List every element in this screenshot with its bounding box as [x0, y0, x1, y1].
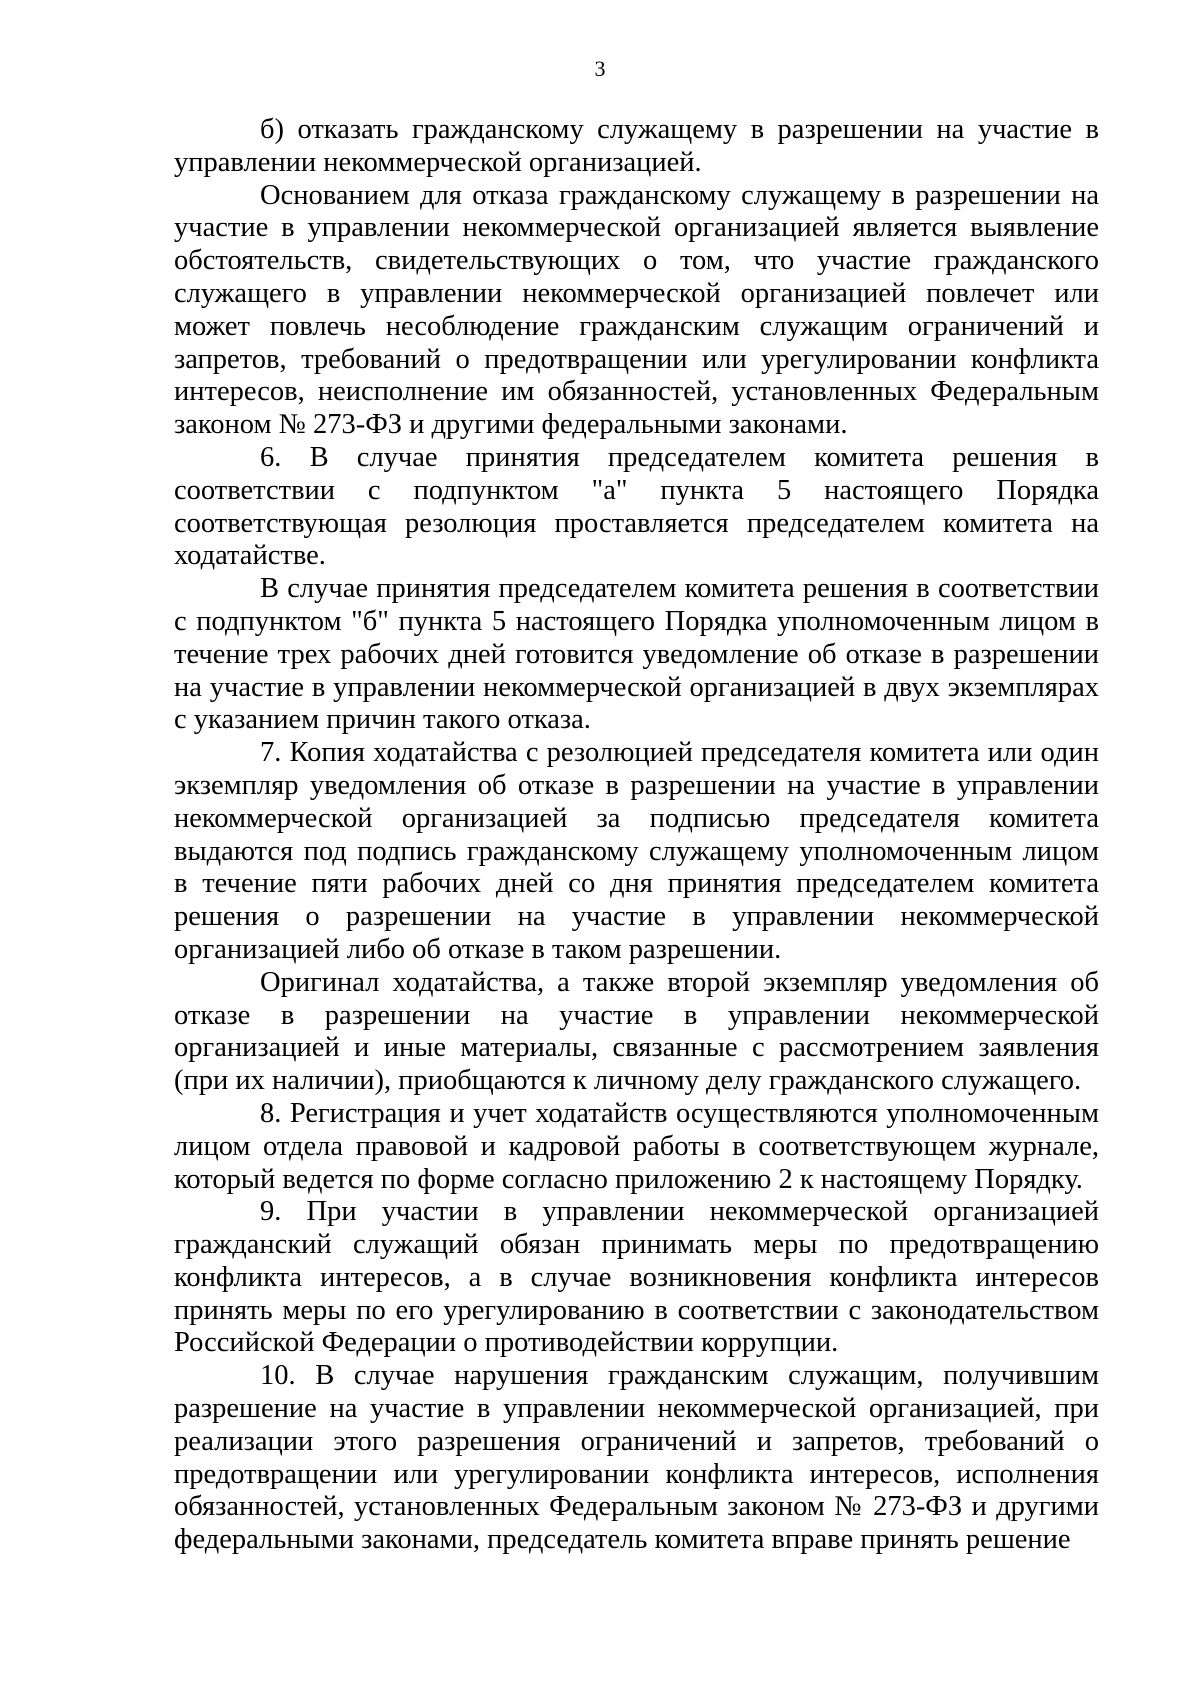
paragraph-5b: б) отказать гражданскому служащему в разрешении на участие в управлении некоммерческой организацией.: [174, 114, 1099, 178]
paragraph-7: 7. Копия ходатайства с резолюцией председателя комитета или один экземпляр уведомления об отказе в разрешении на участие в управлении некоммерческой организацией за подписью председателя комитета выдаются под подпись гражданскому служащему уполномоченным лицом в течение пяти рабочих дней со дня принятия председателем комитета решения о разрешении на участие в управлении некоммерческой организацией либо об отказе в таком разрешении.: [174, 737, 1099, 965]
paragraph-8: 8. Регистрация и учет ходатайств осуществляются уполномоченным лицом отдела правовой и кадровой работы в соответствующем журнале, который ведется по форме согласно приложению 2 к настоящему Порядку.: [174, 1097, 1099, 1195]
paragraph-6: 6. В случае принятия председателем комитета решения в соответствии с подпунктом "а" пункта 5 настоящего Порядка соответствующая резолюция проставляется председателем комитета на ходатайстве.: [174, 441, 1099, 572]
paragraph-10: 10. В случае нарушения гражданским служащим, получившим разрешение на участие в управлении некоммерческой организацией, при реализации этого разрешения ограничений и запретов, требований о предотвращении или урегулировании конфликта интересов, исполнения обязанностей, установленных Федеральным законом № 273-ФЗ и другими федеральными законами, председатель комитета вправе принять решение: [174, 1360, 1099, 1556]
paragraph-6-refusal-notice: В случае принятия председателем комитета решения в соответствии с подпунктом "б" пункта 5 настоящего Порядка уполномоченным лицом в течение трех рабочих дней готовится уведомление об отказе в разрешении на участие в управлении некоммерческой организацией в двух экземплярах с указанием причин такого отказа.: [174, 573, 1099, 736]
paragraph-refusal-grounds: Основанием для отказа гражданскому служащему в разрешении на участие в управлении некоммерческой организацией является выявление обстоятельств, свидетельствующих о том, что участие гражданского служащего в управлении некоммерческой организацией повлечет или может повлечь несоблюдение гражданским служащим ограничений и запретов, требований о предотвращении или урегулировании конфликта интересов, неисполнение им обязанностей, установленных Федеральным законом № 273-ФЗ и другими федеральными законами.: [174, 179, 1099, 441]
paragraph-7-original: Оригинал ходатайства, а также второй экземпляр уведомления об отказе в разрешении на участие в управлении некоммерческой организацией и иные материалы, связанные с рассмотрением заявления (при их наличии), приобщаются к личному делу гражданского служащего.: [174, 966, 1099, 1097]
page-number: 3: [594, 56, 606, 81]
document-body: [174, 114, 1099, 1557]
paragraph-9: 9. При участии в управлении некоммерческой организацией гражданский служащий обязан принимать меры по предотвращению конфликта интересов, а в случае возникновения конфликта интересов принять меры по его урегулированию в соответствии с законодательством Российской Федерации о противодействии коррупции.: [174, 1196, 1099, 1359]
